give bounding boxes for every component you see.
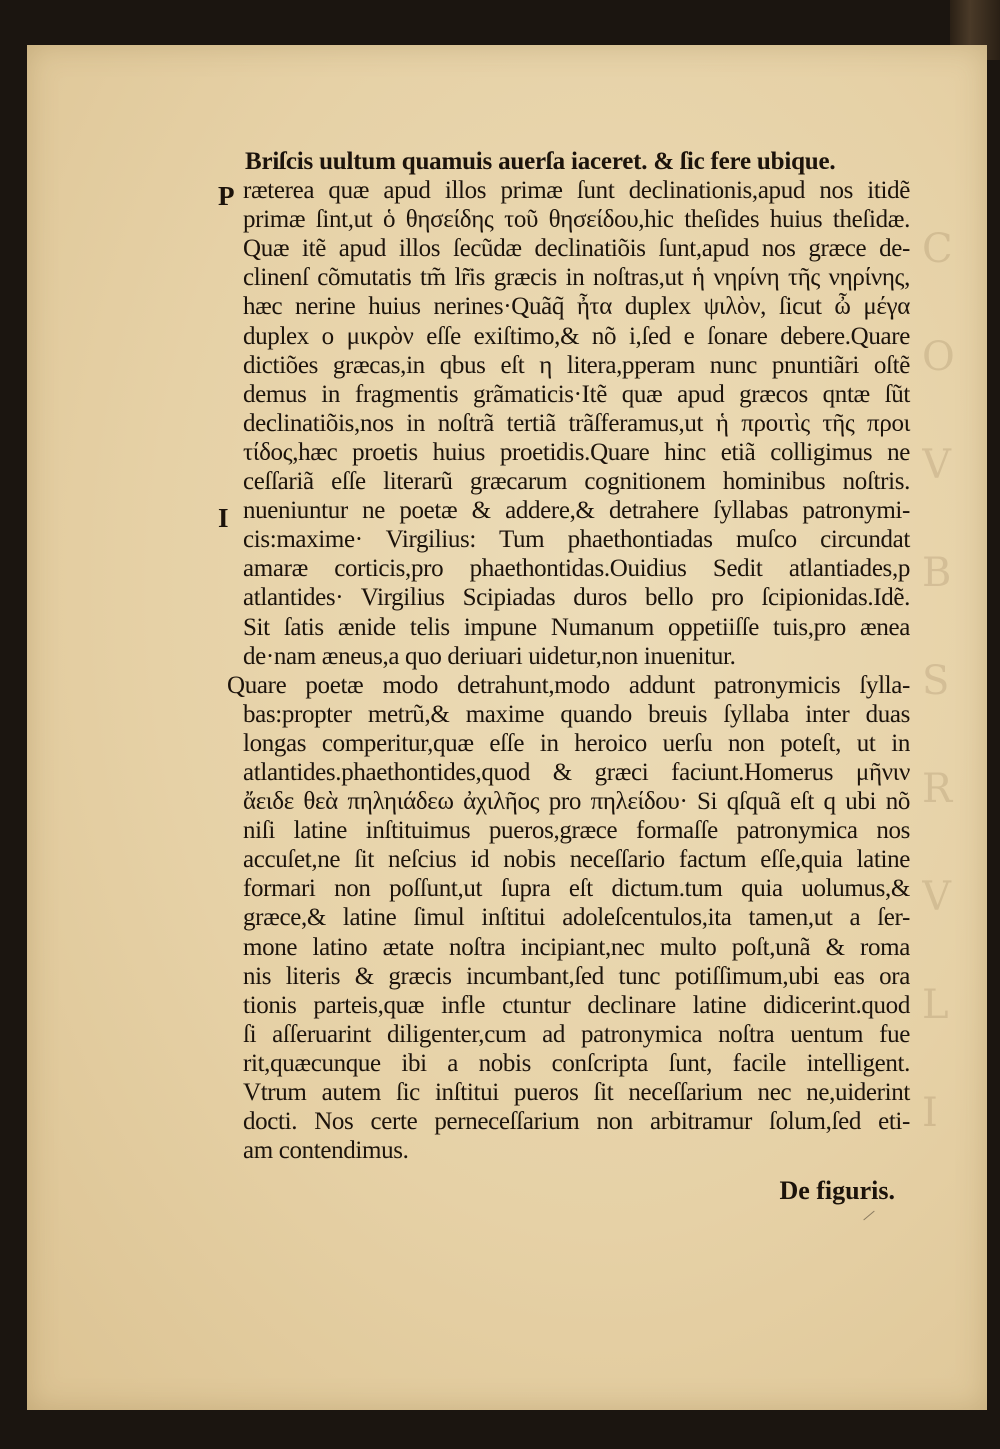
text-line: niſi latine inſtituimus pueros,græce formaſſe patronymica nos: [243, 817, 910, 845]
text-line: docti. Nos certe perneceſſarium non arbitramur ſolum,ſed eti-: [243, 1108, 910, 1136]
bleed-letter: C: [922, 226, 953, 272]
bleed-letter: R: [922, 766, 953, 812]
paragraph-initial: P: [218, 181, 235, 211]
text-line: Quare poetæ modo detrahunt,modo addunt patronymicis ſylla-: [227, 671, 910, 699]
text-line: τίδος,hæc proetis huius proetidis.Quare hinc etiã colligimus ne: [243, 438, 910, 466]
text-line: nueniuntur ne poetæ & addere,& detrahere ſyllabas patronymi-: [243, 497, 910, 525]
bleed-letter: L: [922, 982, 949, 1028]
text-line: ræterea quæ apud illos primæ ſunt declinationis,apud nos itidẽ: [243, 177, 910, 205]
text-line: longas comperitur,quæ eſſe in heroico uerſu non poteſt, ut in: [243, 729, 910, 757]
text-line: clinenſ cõmutatis tm̃ lr̃is græcis in noſtras,ut ἡ νηρίνη τῆς νηρίνης,: [243, 264, 910, 292]
bleed-letter: S: [922, 658, 950, 704]
text-line: primæ ſint,ut ὁ θησείδης τοῦ θησείδου,hic theſides huius theſidæ.: [243, 206, 910, 234]
text-line: formari non poſſunt,ut ſupra eſt dictum.tum quia uolumus,&: [243, 875, 910, 903]
text-line: declinatiõis,nos in noſtrã tertiã trãſferamus,ut ἡ προιτὶς τῆς προι: [243, 409, 910, 437]
text-line: accuſet,ne ſit neſcius id nobis neceſſario factum eſſe,quia latine: [243, 846, 910, 874]
body-text: [215, 147, 910, 1165]
bleed-through-text: [922, 195, 987, 1195]
text-line: ceſſariã eſſe literarũ græcarum cognitionem hominibus noſtris.: [243, 468, 910, 496]
bleed-letter: I: [922, 1090, 938, 1136]
text-line: ἄειδε θεὰ πηληιάδεω ἀχιλῆος pro πηλείδου· Si qſquã eſt q ubi nõ: [243, 788, 910, 816]
text-line: bas:propter metrũ,& maxime quando breuis ſyllaba inter duas: [243, 700, 910, 728]
text-line: ſi aſſeruarint diligenter,cum ad patronymica noſtra uentum fue: [243, 1020, 910, 1048]
bleed-letter: V: [922, 874, 951, 920]
bleed-letter: O: [922, 334, 955, 380]
text-line: græce,& latine ſimul inſtitui adoleſcentulos,ita tamen,ut a ſer-: [243, 904, 910, 932]
text-line: Briſcis uultum quamuis auerſa iaceret. & ſic fere ubique.: [245, 148, 836, 175]
bleed-letter: B: [922, 550, 952, 596]
text-line: am contendimus.: [243, 1137, 409, 1165]
section-heading-catchword: De figuris.: [779, 1176, 895, 1205]
text-line: amaræ corticis,pro phaethontidas.Ouidius Sedit atlantiades,p: [243, 555, 910, 583]
text-line: dictiões græcas,in qbus eſt η litera,pperam nunc pnuntiãri oſtẽ: [243, 351, 910, 379]
text-line: mone latino ætate noſtra incipiant,nec multo poſt,unã & roma: [243, 933, 910, 961]
text-line: nis literis & græcis incumbant,ſed tunc potiſſimum,ubi eas ora: [243, 962, 910, 990]
text-line: duplex o μικρὸν eſſe exiſtimo,& nõ i,ſed e ſonare debere.Quare: [243, 322, 910, 350]
text-line: rit,quæcunque ibi a nobis conſcripta ſunt, facile intelligent.: [243, 1049, 910, 1077]
text-line: Vtrum autem ſic inſtitui pueros ſit neceſſarium nec ne,uiderint: [243, 1079, 910, 1106]
text-line: demus in fragmentis grãmaticis·Itẽ quæ apud græcos qntæ ſũt: [243, 380, 910, 408]
text-line: Sit ſatis ænide telis impune Numanum oppetiiſſe tuis,pro ænea: [243, 613, 910, 641]
text-line: atlantides· Virgilius Scipiadas duros bello pro ſcipionidas.Idẽ.: [243, 584, 910, 612]
paragraph-initial: I: [218, 503, 229, 533]
text-line: tionis parteis,quæ infle ctuntur declinare latine didicerint.quod: [243, 991, 910, 1019]
text-line: hæc nerine huius nerines·Quãq̃ ἦτα duplex ψιλὸν, ſicut ὦ μέγα: [243, 293, 910, 321]
text-line: de·nam æneus,a quo deriuari uidetur,non inuenitur.: [243, 642, 736, 670]
text-line: cis:maxime· Virgilius: Tum phaethontiadas muſco circundat: [243, 526, 910, 554]
text-line: Quæ itẽ apud illos ſecũdæ declinatiõis ſunt,apud nos græce de-: [243, 235, 910, 263]
text-line: atlantides.phaethontides,quod & græci faciunt.Homerus μῆνιν: [243, 758, 910, 786]
bleed-letter: V: [922, 442, 951, 488]
